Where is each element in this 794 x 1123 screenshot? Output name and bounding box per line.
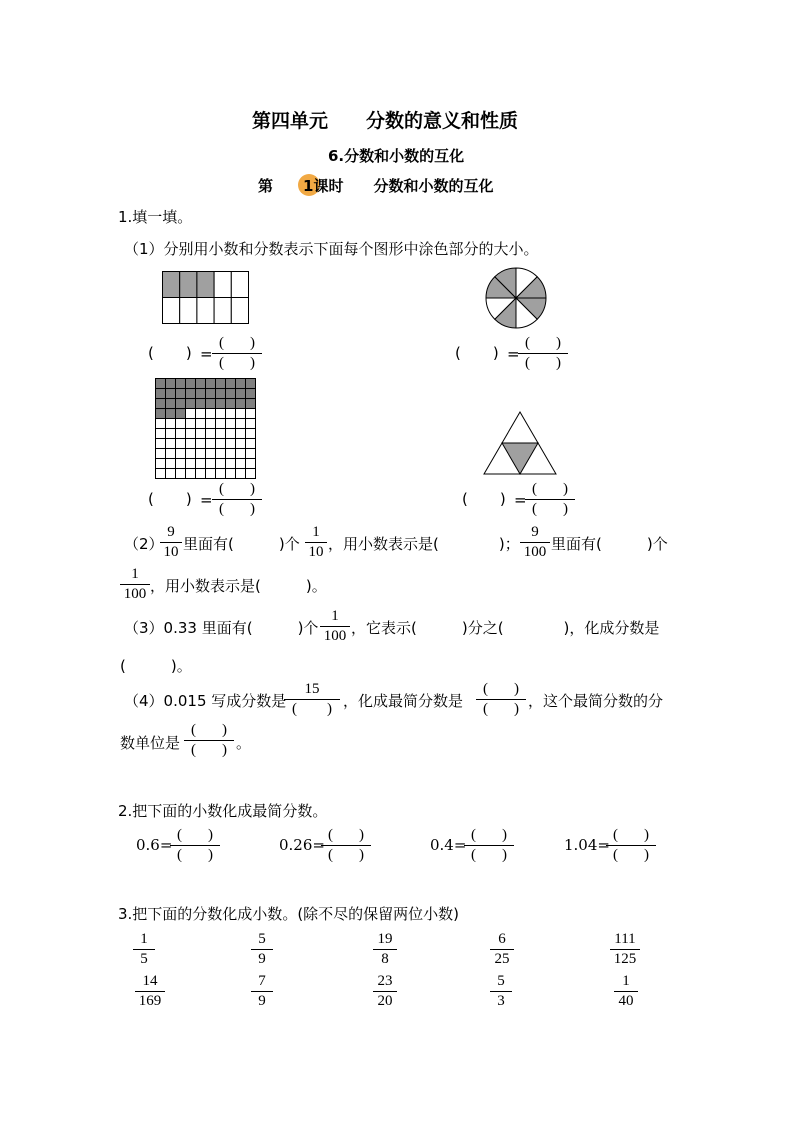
grid-cell: [166, 439, 176, 449]
grid-cell: [186, 389, 196, 399]
fig1-equals: =: [200, 345, 213, 363]
grid-cell: [246, 459, 256, 469]
grid-cell: [216, 449, 226, 459]
fraction-1-10: 1 10: [305, 523, 327, 562]
fig1-decimal-blank[interactable]: ( ): [148, 344, 192, 362]
grid-cell: [246, 379, 256, 389]
grid-cell: [166, 429, 176, 439]
lesson-number: 1: [303, 177, 314, 195]
grid-cell: [246, 419, 256, 429]
grid-cell: [236, 449, 246, 459]
figure-grid-10x10: [155, 378, 257, 480]
grid-cell: [206, 389, 216, 399]
unit-title: 第四单元 分数的意义和性质: [252, 110, 519, 132]
lesson-prefix: 第: [258, 177, 274, 195]
q1-part1-text: （1）分别用小数和分数表示下面每个图形中涂色部分的大小。: [124, 240, 539, 258]
grid-cell: [236, 439, 246, 449]
grid-cell: [186, 449, 196, 459]
grid-cell: [216, 439, 226, 449]
fig4-equals: =: [514, 491, 527, 509]
q2-item-3-blank[interactable]: ( ) ( ): [464, 826, 514, 865]
fig4-decimal-blank[interactable]: ( ): [462, 490, 506, 508]
grid-cell: [156, 439, 166, 449]
grid-cell: [196, 379, 206, 389]
grid-cell: [156, 469, 166, 479]
fig2-equals: =: [507, 345, 520, 363]
grid-cell: [166, 449, 176, 459]
fig1-fraction-blank[interactable]: ( ) ( ): [212, 334, 262, 373]
grid-cell: [166, 389, 176, 399]
simplest-fraction-blank[interactable]: ( ) ( ): [476, 680, 526, 719]
lesson-title-line: [258, 175, 493, 196]
q1-part2-text-b: ，用小数表示是( )；: [328, 535, 520, 553]
grid-cell: [226, 409, 236, 419]
q3-r2-fraction-5: 1 40: [614, 972, 638, 1011]
q2-heading: 2.把下面的小数化成最简分数。: [118, 802, 328, 820]
fraction-9-100: 9 100: [520, 523, 550, 562]
grid-cell: [236, 399, 246, 409]
grid-cell: [176, 429, 186, 439]
q1-part4-text-a: （4）0.015 写成分数是: [124, 692, 287, 710]
grid-cell: [236, 459, 246, 469]
fraction-1-100-b: 1 100: [320, 607, 350, 646]
grid-cell: [196, 409, 206, 419]
grid-cell: [176, 449, 186, 459]
grid-cell: [176, 439, 186, 449]
grid-cell: [176, 399, 186, 409]
grid-cell: [156, 459, 166, 469]
grid-cell: [166, 419, 176, 429]
grid-cell: [226, 459, 236, 469]
fraction-15-blank[interactable]: 15 ( ): [284, 680, 340, 719]
grid-cell: [196, 399, 206, 409]
grid-cell: [196, 429, 206, 439]
grid-cell: [186, 439, 196, 449]
grid-cell: [196, 439, 206, 449]
grid-cell: [166, 379, 176, 389]
grid-cell: [206, 419, 216, 429]
grid-cell: [226, 469, 236, 479]
q3-r1-fraction-2: 5 9: [251, 930, 273, 969]
grid-cell: [166, 469, 176, 479]
fig2-fraction-blank[interactable]: ( ) ( ): [518, 334, 568, 373]
grid-cell: [206, 379, 216, 389]
grid-cell: [226, 379, 236, 389]
q1-part2-text-a: 里面有( )个: [183, 535, 300, 553]
grid-cell: [236, 379, 246, 389]
q1-part3-text-b: ，它表示( )分之( )，化成分数是: [351, 619, 660, 637]
q1-part4-text-c: ，这个最简分数的分: [528, 692, 664, 710]
grid-cell: [206, 429, 216, 439]
q3-heading: 3.把下面的分数化成小数。(除不尽的保留两位小数): [118, 905, 460, 923]
grid-cell: [156, 449, 166, 459]
grid-cell: [226, 429, 236, 439]
grid-cell: [216, 379, 226, 389]
grid-cell: [216, 469, 226, 479]
grid-cell: [226, 439, 236, 449]
grid-cell: [196, 419, 206, 429]
q3-r1-fraction-4: 6 25: [490, 930, 514, 969]
q2-item-4-blank[interactable]: ( ) ( ): [606, 826, 656, 865]
grid-cell: [206, 409, 216, 419]
grid-cell: [156, 379, 166, 389]
grid-cell: [156, 419, 166, 429]
grid-cell: [246, 429, 256, 439]
grid-cell: [166, 459, 176, 469]
q3-r1-fraction-1: 1 5: [133, 930, 155, 969]
fig3-fraction-blank[interactable]: ( ) ( ): [212, 480, 262, 519]
grid-cell: [246, 439, 256, 449]
grid-cell: [186, 399, 196, 409]
grid-cell: [166, 399, 176, 409]
figure-grid-2x5: [162, 271, 250, 325]
grid-cell: [246, 399, 256, 409]
grid-cell: [176, 379, 186, 389]
grid-cell: [156, 399, 166, 409]
figure-circle-8-sectors: [484, 266, 548, 330]
fig3-equals: =: [200, 491, 213, 509]
grid-cell: [236, 389, 246, 399]
grid-cell: [206, 469, 216, 479]
grid-cell: [226, 419, 236, 429]
q2-item-1-blank[interactable]: ( ) ( ): [170, 826, 220, 865]
q1-part4-text-d: 数单位是: [120, 734, 181, 752]
grid-cell: [196, 389, 206, 399]
q2-item-4: 1.04=: [564, 836, 610, 854]
grid-cell: [246, 449, 256, 459]
grid-cell: [206, 449, 216, 459]
grid-cell: [246, 389, 256, 399]
q1-heading: 1.填一填。: [118, 208, 193, 226]
q3-r2-fraction-2: 7 9: [251, 972, 273, 1011]
grid-cell: [206, 459, 216, 469]
grid-cell: [156, 409, 166, 419]
q1-part3-text-c: ( )。: [120, 657, 192, 675]
grid-cell: [156, 429, 166, 439]
fig4-fraction-blank[interactable]: ( ) ( ): [525, 480, 575, 519]
q3-r2-fraction-4: 5 3: [490, 972, 512, 1011]
q1-part2-text-d: ，用小数表示是( )。: [150, 577, 327, 595]
q2-item-3: 0.4=: [430, 836, 467, 854]
grid-cell: [186, 459, 196, 469]
grid-cell: [186, 409, 196, 419]
grid-cell: [246, 469, 256, 479]
q3-r2-fraction-1: 14 169: [135, 972, 165, 1011]
q3-r2-fraction-3: 23 20: [373, 972, 397, 1011]
grid-cell: [226, 449, 236, 459]
grid-cell: [246, 409, 256, 419]
lesson-suffix: 课时: [313, 177, 344, 195]
q3-r1-fraction-3: 19 8: [373, 930, 397, 969]
fraction-unit-blank[interactable]: ( ) ( ): [184, 721, 234, 760]
q1-part2-label: （2）: [124, 535, 164, 553]
grid-cell: [196, 469, 206, 479]
grid-cell: [186, 379, 196, 389]
grid-cell: [206, 399, 216, 409]
grid-cell: [186, 429, 196, 439]
grid-cell: [236, 419, 246, 429]
fraction-9-10: 9 10: [160, 523, 182, 562]
grid-cell: [176, 469, 186, 479]
q1-part4-text-b: ，化成最简分数是: [343, 692, 464, 710]
grid-cell: [176, 419, 186, 429]
q1-part3-text-a: （3）0.33 里面有( )个: [124, 619, 319, 637]
grid-cell: [216, 429, 226, 439]
grid-cell: [206, 439, 216, 449]
section-title: 6.分数和小数的互化: [328, 147, 465, 165]
q2-item-2-blank[interactable]: ( ) ( ): [321, 826, 371, 865]
grid-cell: [216, 389, 226, 399]
fraction-1-100: 1 100: [120, 565, 150, 604]
fig3-decimal-blank[interactable]: ( ): [148, 490, 192, 508]
grid-cell: [176, 409, 186, 419]
grid-cell: [176, 389, 186, 399]
grid-cell: [166, 409, 176, 419]
grid-cell: [216, 459, 226, 469]
grid-cell: [236, 429, 246, 439]
figure-triangle-4-parts: [482, 410, 558, 476]
grid-cell: [216, 419, 226, 429]
grid-cell: [236, 409, 246, 419]
q2-item-2: 0.26=: [279, 836, 325, 854]
grid-cell: [186, 469, 196, 479]
q2-item-1: 0.6=: [136, 836, 173, 854]
grid-cell: [216, 399, 226, 409]
grid-cell: [226, 389, 236, 399]
grid-cell: [196, 459, 206, 469]
grid-cell: [176, 459, 186, 469]
grid-cell: [226, 399, 236, 409]
grid-cell: [196, 449, 206, 459]
fig2-decimal-blank[interactable]: ( ): [455, 344, 499, 362]
grid-cell: [236, 469, 246, 479]
q1-part4-text-e: 。: [236, 734, 252, 752]
q1-part2-text-c: 里面有( )个: [551, 535, 668, 553]
lesson-name: 分数和小数的互化: [373, 177, 494, 195]
grid-cell: [186, 419, 196, 429]
q3-r1-fraction-5: 111 125: [610, 930, 640, 969]
grid-cell: [216, 409, 226, 419]
grid-cell: [156, 389, 166, 399]
